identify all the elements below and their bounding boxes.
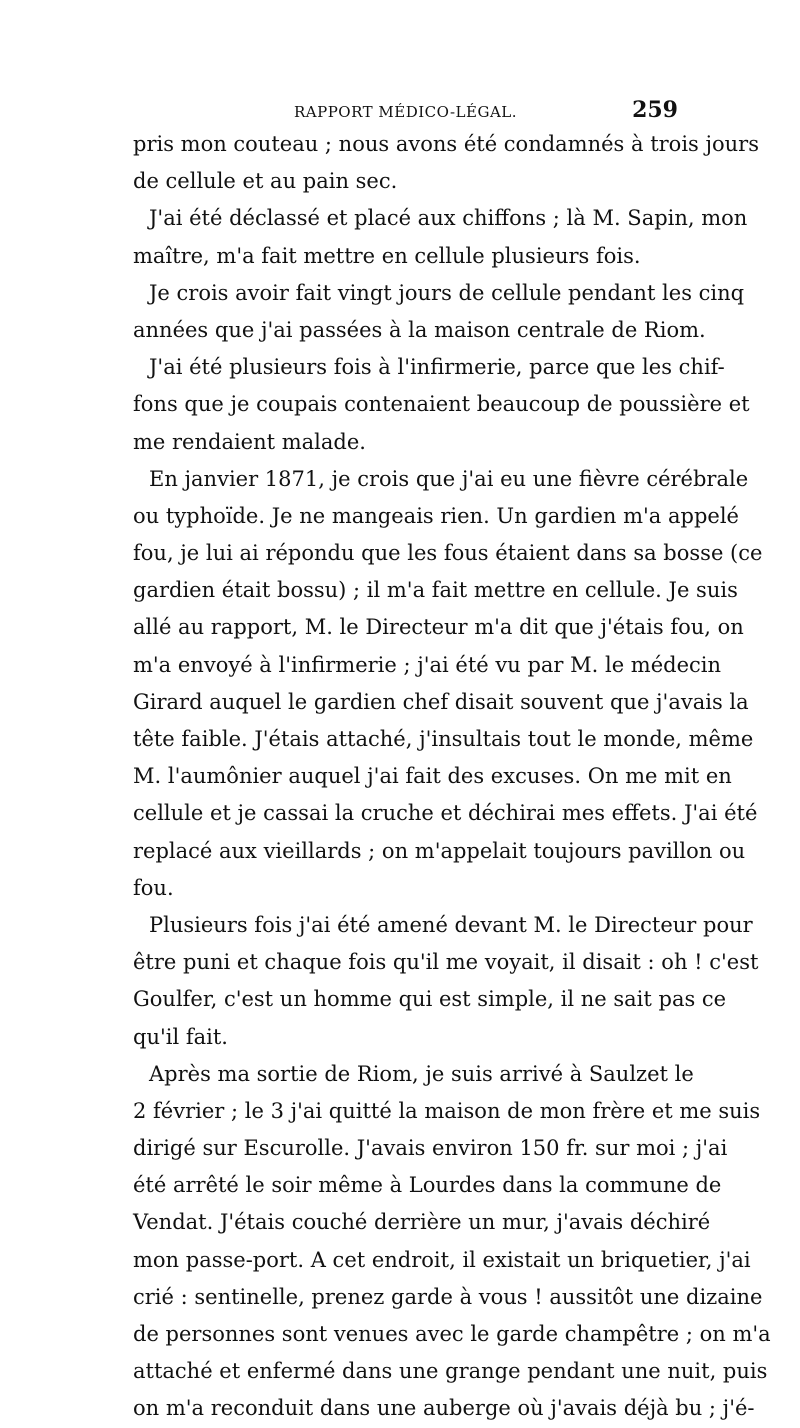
text-line: crié : sentinelle, prenez garde à vous ! aussitôt une dizaine (133, 1284, 763, 1309)
text-line: me rendaient malade. (133, 429, 366, 454)
text-line: années que j'ai passées à la maison centrale de Riom. (133, 317, 706, 342)
text-line: mon passe-port. A cet endroit, il existait un briquetier, j'ai (133, 1247, 751, 1272)
text-line: Vendat. J'étais couché derrière un mur, j'avais déchiré (133, 1210, 711, 1235)
text-line: cellule et je cassai la cruche et déchirai mes effets. J'ai été (133, 801, 758, 826)
text-line: J'ai été plusieurs fois à l'infirmerie, parce que les chif- (149, 355, 725, 380)
text-line: été arrêté le soir même à Lourdes dans la commune de (133, 1173, 722, 1198)
text-line: 2 février ; le 3 j'ai quitté la maison de mon frère et me suis (133, 1098, 761, 1123)
text-line: gardien était bossu) ; il m'a fait mettre en cellule. Je suis (133, 578, 738, 603)
text-line: de cellule et au pain sec. (133, 169, 398, 194)
text-line: qu'il fait. (133, 1024, 228, 1049)
text-line: J'ai été déclassé et placé aux chiffons ; là M. Sapin, mon (149, 206, 748, 231)
text-line: fou, je lui ai répondu que les fous étaient dans sa bosse (ce (133, 541, 763, 566)
text-line: pris mon couteau ; nous avons été condamnés à trois jours (133, 132, 759, 156)
text-line: maître, m'a fait mettre en cellule plusieurs fois. (133, 243, 641, 268)
text-line: En janvier 1871, je crois que j'ai eu une fièvre cérébrale (149, 466, 749, 491)
text-line: fons que je coupais contenaient beaucoup de poussière et (133, 392, 750, 417)
text-line: replacé aux vieillards ; on m'appelait toujours pavillon ou (133, 838, 746, 863)
text-line: attaché et enfermé dans une grange pendant une nuit, puis (133, 1359, 768, 1384)
body-text (133, 126, 771, 1428)
text-line: m'a envoyé à l'infirmerie ; j'ai été vu par M. le médecin (133, 652, 722, 677)
text-line: Après ma sortie de Riom, je suis arrivé à Saulzet le (149, 1061, 694, 1086)
text-line: Girard auquel le gardien chef disait souvent que j'avais la (133, 689, 749, 714)
text-line: tête faible. J'étais attaché, j'insultais tout le monde, même (133, 727, 754, 751)
text-line: on m'a reconduit dans une auberge où j'avais déjà bu ; j'é- (133, 1396, 755, 1421)
text-line: ou typhoïde. Je ne mangeais rien. Un gardien m'a appelé (133, 503, 739, 528)
text-line: M. l'aumônier auquel j'ai fait des excuses. On me mit en (133, 764, 732, 789)
text-line: Plusieurs fois j'ai été amené devant M. le Directeur pour (149, 912, 753, 937)
text-line: fou. (133, 875, 174, 900)
text-line: Je crois avoir fait vingt jours de cellule pendant les cinq (149, 280, 745, 305)
text-line: dirigé sur Escurolle. J'avais environ 150 fr. sur moi ; j'ai (133, 1136, 728, 1161)
page-number: 259 (632, 97, 678, 123)
text-line: Goulfer, c'est un homme qui est simple, il ne sait pas ce (133, 987, 727, 1012)
header-title: RAPPORT MÉDICO-LÉGAL. (293, 103, 518, 121)
running-head (133, 96, 678, 126)
text-line: de personnes sont venues avec le garde champêtre ; on m'a (133, 1322, 771, 1346)
text-line: allé au rapport, M. le Directeur m'a dit que j'étais fou, on (133, 615, 744, 640)
text-line: être puni et chaque fois qu'il me voyait, il disait : oh ! c'est (133, 950, 759, 975)
